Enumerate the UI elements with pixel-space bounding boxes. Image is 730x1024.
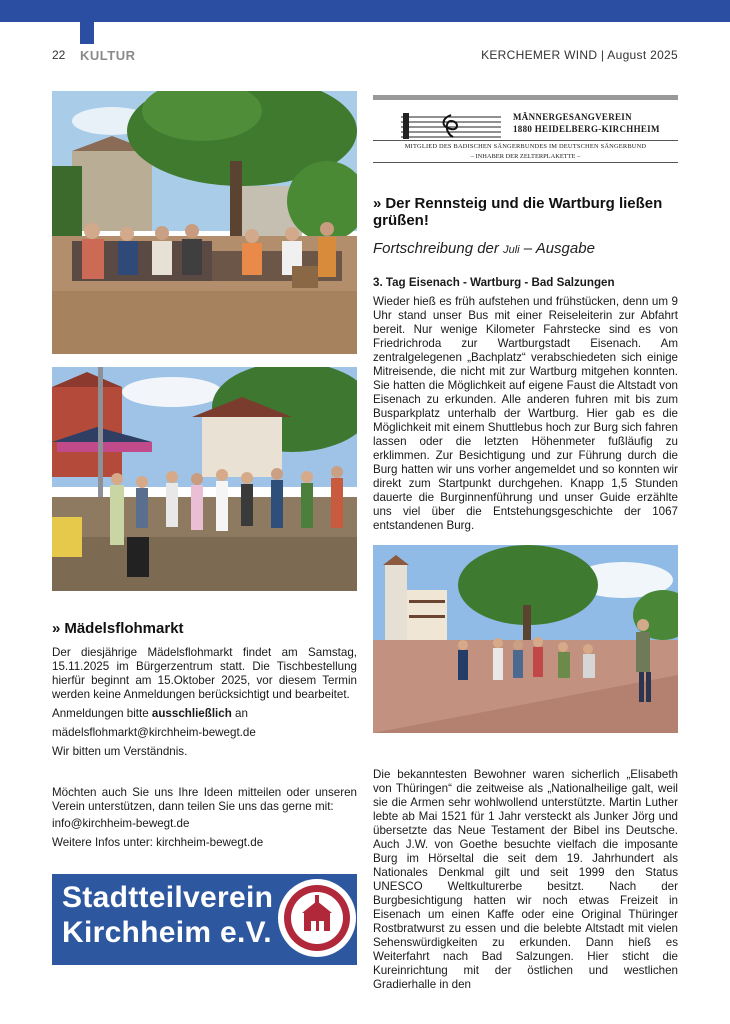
section-tab-marker [80,22,94,44]
section-title: KULTUR [80,48,136,63]
photo-wartburg-group [373,545,678,733]
club-logo [373,95,678,165]
subtitle-part-b: – Ausgabe [519,240,595,257]
heading-chevron: » [373,195,382,212]
signup-suffix: an [231,707,248,720]
club-membership: MITGLIED DES BADISCHEN SÄNGERBUNDES IM DEUTSCHEN SÄNGERBUND [404,143,647,150]
info-email: info@kirchheim-bewegt.de [52,817,190,830]
music-staff-icon [401,113,501,139]
subtitle-part-a: Fortschreibung der [373,240,504,257]
page-number: 22 [52,48,66,62]
heading-chevron: » [52,620,61,637]
top-color-bar [0,0,730,22]
flohmarkt-heading-text: Mädelsflohmarkt [64,620,184,637]
article-subtitle [373,240,678,257]
flohmarkt-email: mädelsflohmarkt@kirchheim-bewegt.de [52,726,256,739]
banner-line-2: Kirchheim e.V. [62,916,272,949]
banner-text [62,880,273,950]
subtitle-month: Juli [503,244,520,256]
club-award: – INHABER DER ZELTERPLAKETTE – [470,153,581,160]
photo-courtyard-gathering [52,367,357,591]
club-seal-icon [278,879,356,957]
club-subname: 1880 HEIDELBERG-KIRCHHEIM [513,124,660,134]
banner-line-1: Stadtteilverein [62,881,274,914]
flohmarkt-intro: Der diesjährige Mädelsflohmarkt findet am Samstag, 15.11.2025 im Bürgerzentrum statt. Die Tischbestellung hierfür beginnt am 15.Oktober 2025, vor diesem Termin werden keine Anmeldungen berücksichtigt und bearbeitet. [52,646,357,701]
article-paragraph-2: Die bekanntesten Bewohner waren sicherlich „Elisabeth von Thüringen“ die zeitweise als „Nationalheilige galt, weil sie die Armen sehr wohlwollend unterstützte. Martin Luther lebte ab Mai 1521 für 1 Jahr versteckt als Junker Jörg und übersetzte das Neue Testament der Bibel ins Deutsche. Auch J.W. von Goethe besuchte vielfach die imposante Burg im Hörseltal die seit dem 19. Jahrhundert als Nationales Denkmal gilt und seit 1999 den Status UNESCO Weltkulturerbe besitzt. Nach der Burgbesichtigung hatten wir noch etwas Freizeit in Eisenach um einen Kaffe oder eine Original Thüringer Rostbratwurst zu essen und die belebte Altstadt mit vielen Sehenswürdigkeiten zu erkunden. Dann hieß es Weiterfahrt nach Bad Salzungen. Hier sticht die Kureinrichtung mit der östlichen und westlichen Gradierhalle in den [373,768,678,991]
article-paragraph-1: Wieder hieß es früh aufstehen und frühstücken, denn um 9 Uhr stand unser Bus mit einer Reiseleiterin zur Abfahrt bereit. Nur wenige Kilometer Fahrstecke sind es von Friedrichroda zur Wartburgstadt Eisenach. Am zentralgelegenen „Bachplatz“ verabschiedeten sich einige Mitreisende, die nicht mit zur Wartburg mitgehen konnten. Sie hatten die Möglichkeit auf eigene Faust die Altstadt von Eisenach zu erkunden. Alle anderen fuhren mit bis zum Busparkplatz unterhalb der Wartburg. Hier gab es die Möglichkeit mit einem Shuttlebus hoch zur Burg sich fahren lassen oder die letzten Höhenmeter fußläufig zu erklimmen. Zur Besichtigung und zur Führung durch die Burg hatten wir uns vorher angemeldet und so konnten wir direkt zum Startpunkt durchgehen. Knapp 1,5 Stunden dauerte die Burginnenführung und unser Guide erzählte uns viel über die Entstehungsgeschichte der 1067 entstandenen Burg. [373,295,678,532]
logo-rule [373,140,678,141]
signup-bold: ausschließlich [151,707,232,720]
signup-prefix: Anmeldungen bitte [52,707,152,720]
more-info-link: Weitere Infos unter: kirchheim-bewegt.de [52,836,264,849]
masthead: KERCHEMER WIND | August 2025 [481,48,678,62]
photo-garden-party [52,91,357,354]
stadtteilverein-banner [52,874,357,965]
logo-top-bar [373,95,678,100]
club-name: MÄNNERGESANGVEREIN [513,112,632,122]
article-heading [373,195,678,229]
ideas-paragraph: Möchten auch Sie uns Ihre Ideen mitteilen oder unseren Verein unterstützen, dann teilen Sie uns das gerne mit: [52,786,357,813]
flohmarkt-signup [52,704,357,723]
article-heading-text: Der Rennsteig und die Wartburg ließen grüßen! [373,195,663,229]
day-title: 3. Tag Eisenach - Wartburg - Bad Salzungen [373,276,615,289]
logo-rule-bottom [373,162,678,163]
flohmarkt-heading [52,620,357,637]
flohmarkt-thanks: Wir bitten um Verständnis. [52,745,188,758]
